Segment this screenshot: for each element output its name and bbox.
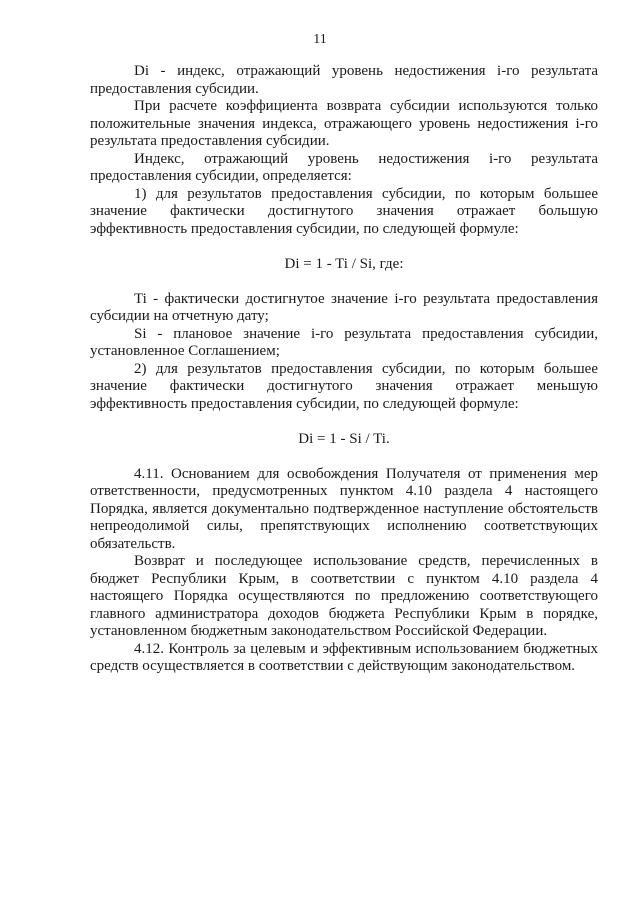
formula-2: Di = 1 - Si / Ti. bbox=[298, 431, 390, 447]
paragraph-ti-definition: Ti - фактически достигнутое значение i-го результата предоставления субсидии на отчетную дату; bbox=[90, 290, 598, 324]
paragraph-4-12: 4.12. Контроль за целевым и эффективным использованием бюджетных средств осуществляется в соответствии с действующим законодательством. bbox=[90, 640, 598, 674]
page-number: 11 bbox=[313, 32, 327, 47]
paragraph-index-determined: Индекс, отражающий уровень недостижения i-го результата предоставления субсидии, определяется: bbox=[90, 150, 598, 184]
paragraph-case-1: 1) для результатов предоставления субсидии, по которым большее значение фактически достигнутого значения отражает большую эффективность предоставления субсидии, по следующей формуле: bbox=[90, 185, 598, 237]
paragraph-di-definition: Di - индекс, отражающий уровень недостижения i-го результата предоставления субсидии. bbox=[90, 63, 598, 97]
formula-1: Di = 1 - Ti / Si, где: bbox=[284, 256, 404, 272]
paragraph-positive-values: При расчете коэффициента возврата субсидии используются только положительные значения индекса, отражающего уровень недостижения i-го результата предоставления субсидии. bbox=[90, 98, 598, 149]
paragraph-4-11: 4.11. Основанием для освобождения Получателя от применения мер ответственности, предусмотренных пунктом 4.10 раздела 4 настоящего Порядка, является документально подтвержденное наступление обстоятельств непреодолимой силы, препятствующих исполнению соответствующих обязательств. bbox=[90, 465, 598, 552]
paragraph-case-2: 2) для результатов предоставления субсидии, по которым большее значение фактически достигнутого значения отражает меньшую эффективность предоставления субсидии, по следующей формуле: bbox=[90, 360, 598, 412]
paragraph-si-definition: Si - плановое значение i-го результата предоставления субсидии, установленное Соглашением; bbox=[90, 325, 598, 359]
document-body bbox=[90, 63, 598, 676]
paragraph-refund-use: Возврат и последующее использование средств, перечисленных в бюджет Республики Крым, в соответствии с пунктом 4.10 раздела 4 настоящего Порядка осуществляются по предложению соответствующего главного администратора доходов бюджета Республики Крым в порядке, установленном бюджетным законодательством Российской Федерации. bbox=[90, 553, 598, 639]
